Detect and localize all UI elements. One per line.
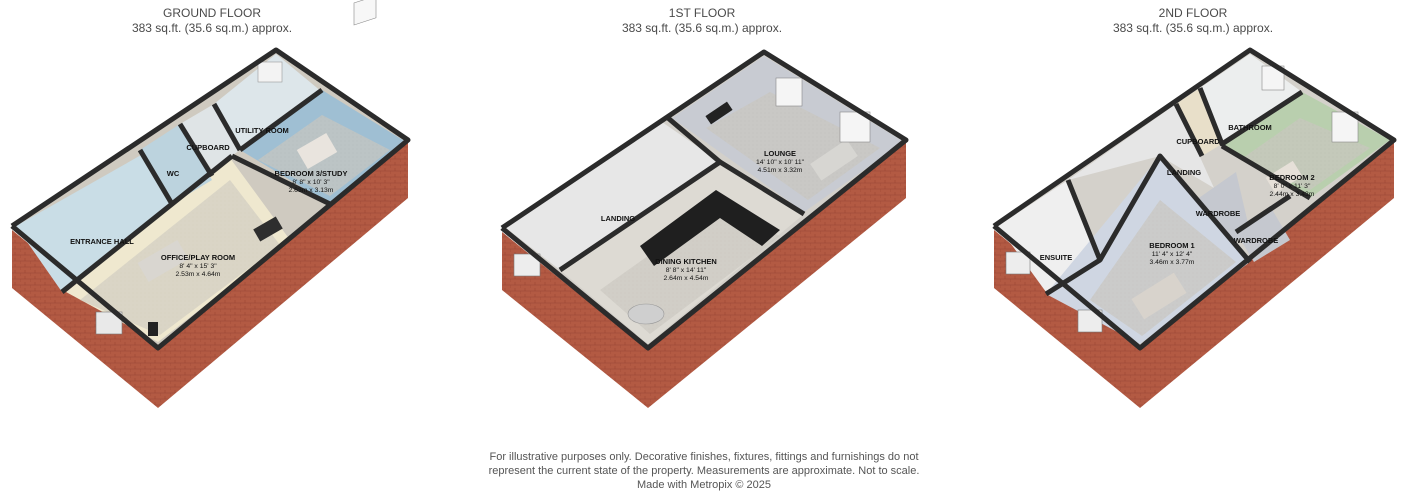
room-label: BATHROOM: [1228, 123, 1272, 132]
floor-area: 383 sq.ft. (35.6 sq.m.) approx.: [621, 21, 783, 35]
room-label: LANDING: [600, 214, 636, 223]
room-dim: 8' 8" x 14' 11": [665, 267, 707, 274]
second-floor-plan: [994, 50, 1394, 408]
room-label: CUPBOARD: [186, 143, 230, 152]
room-dim: 8' 8" x 10' 3": [292, 179, 330, 186]
cooker-icon: [258, 62, 282, 82]
first-floor-plan: [502, 52, 906, 408]
room-label: DINING KITCHEN: [655, 257, 717, 266]
room-label: UTILITY ROOM: [235, 126, 289, 135]
window-icon: [776, 78, 802, 106]
room-dim: 8' 0" x 11' 3": [1273, 183, 1311, 190]
room-dim: 2.53m x 4.64m: [175, 271, 221, 278]
room-label: WARDROBE: [1195, 209, 1241, 218]
room-dim: 4.51m x 3.32m: [757, 167, 803, 174]
floor-title: 2ND FLOOR: [1158, 6, 1228, 20]
disclaimer: [404, 450, 1004, 492]
room-label: LOUNGE: [763, 149, 797, 158]
ground-floor-plan: [12, 0, 408, 408]
room-dim: 14' 10" x 10' 11": [755, 159, 805, 166]
disclaimer-line: represent the current state of the property. Measurements are approximate. Not to scale.: [488, 465, 920, 477]
floor-area: 383 sq.ft. (35.6 sq.m.) approx.: [1112, 21, 1274, 35]
room-label: BEDROOM 1: [1149, 241, 1195, 250]
room-label: WARDROBE: [1233, 236, 1279, 245]
room-dim: 3.46m x 3.77m: [1149, 259, 1195, 266]
room-label: OFFICE/PLAY ROOM: [160, 253, 236, 262]
room-label: CUPBOARD: [1176, 137, 1220, 146]
room-dim: 2.64m x 4.54m: [663, 275, 709, 282]
room-dim: 11' 4" x 12' 4": [1151, 251, 1193, 258]
copyright: Made with Metropix © 2025: [636, 479, 772, 491]
room-label: BEDROOM 2: [1269, 173, 1315, 182]
floor-area: 383 sq.ft. (35.6 sq.m.) approx.: [131, 21, 293, 35]
room-label: BEDROOM 3/STUDY: [274, 169, 348, 178]
floor-title: 1ST FLOOR: [668, 6, 736, 20]
room-label: ENTRANCE HALL: [70, 237, 134, 246]
room-dim: 8' 4" x 15' 3": [179, 263, 217, 270]
window-icon: [354, 0, 376, 25]
floor-title: GROUND FLOOR: [162, 6, 261, 20]
dining-table-icon: [628, 304, 664, 324]
room-label: LANDING: [1166, 168, 1202, 177]
room-label: WC: [166, 169, 180, 178]
room-dim: 2.44m x 3.43m: [1269, 191, 1315, 198]
chair-icon: [148, 322, 158, 336]
room-dim: 2.63m x 3.13m: [288, 187, 334, 194]
room-label: ENSUITE: [1039, 253, 1073, 262]
disclaimer-line: For illustrative purposes only. Decorative finishes, fixtures, fittings and furnishings do not: [489, 451, 919, 463]
